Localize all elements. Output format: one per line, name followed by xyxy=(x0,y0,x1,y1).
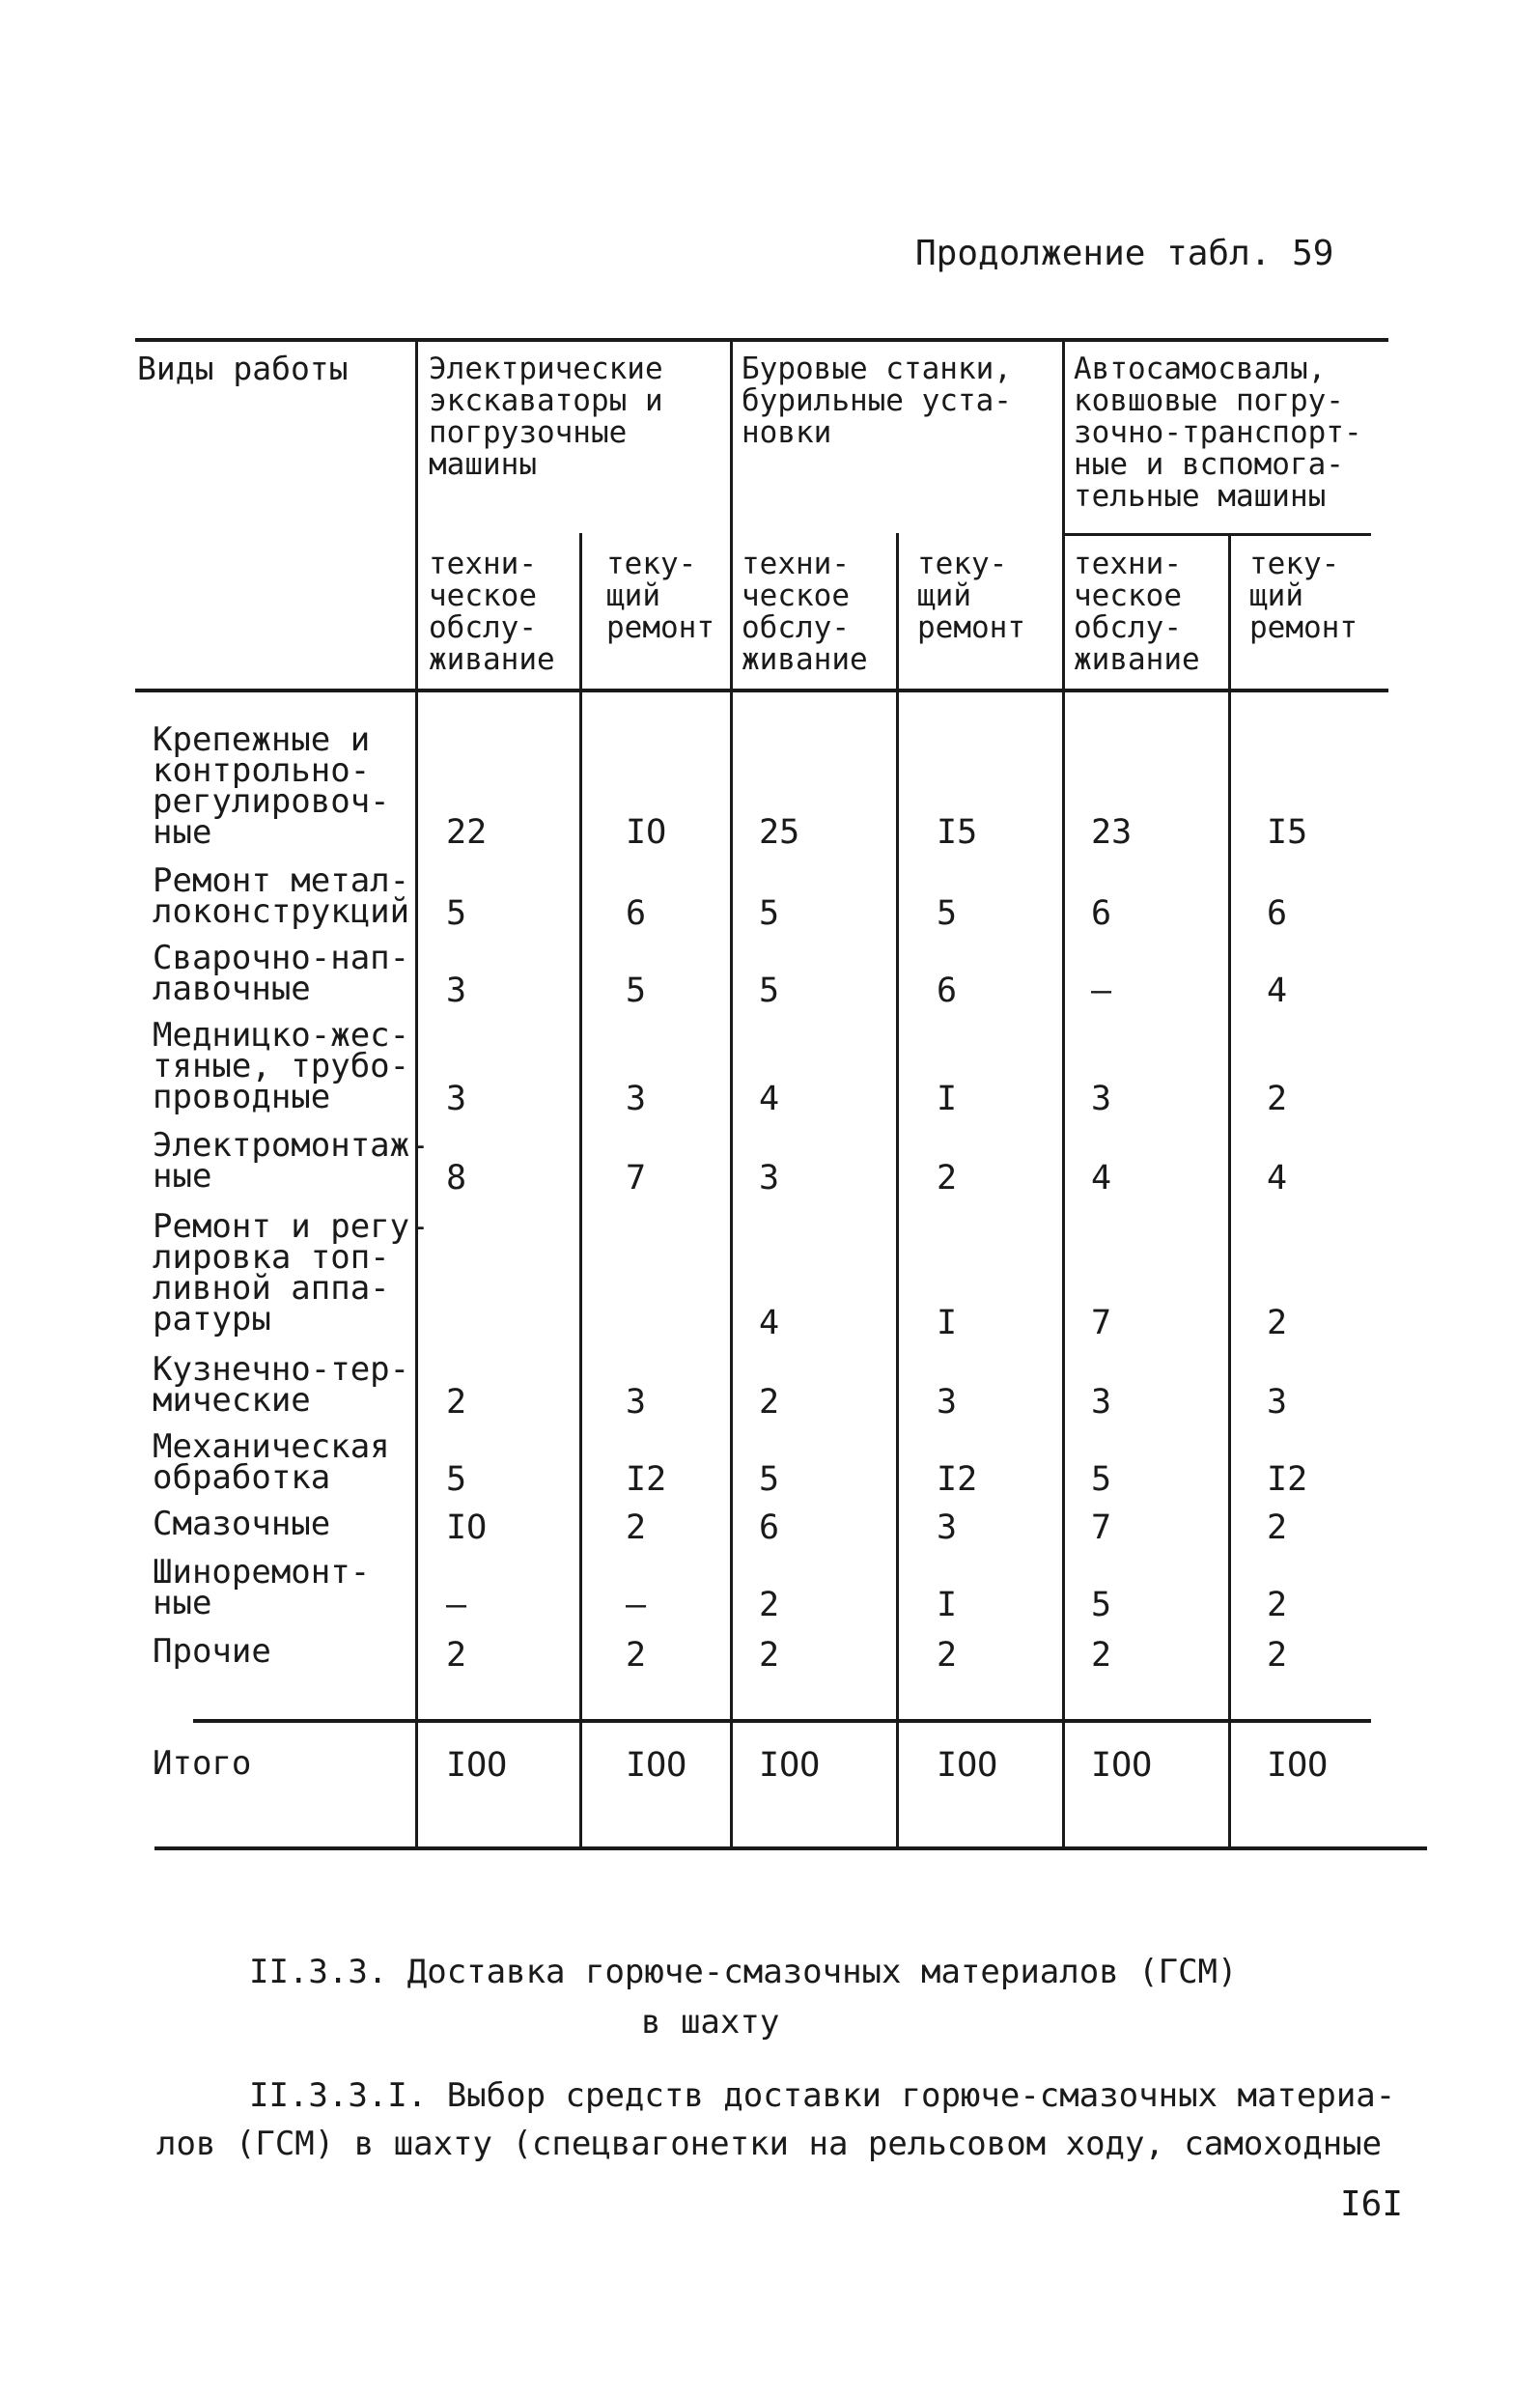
table-cell: I xyxy=(937,1304,958,1342)
table-cell: I5 xyxy=(937,813,978,852)
row-label: Медницко-жес- тяные, трубо- проводные xyxy=(153,1016,410,1116)
table-cell: – xyxy=(1091,972,1112,1010)
table-cell: 2 xyxy=(1267,1304,1288,1342)
table-cell: I5 xyxy=(1267,813,1308,852)
row-label: Прочие xyxy=(153,1632,271,1671)
subheader-repair: теку- щий ремонт xyxy=(606,547,714,645)
table-cell: – xyxy=(626,1586,647,1624)
total-row-label: Итого xyxy=(153,1744,252,1783)
row-label: Ремонт метал- локонструкций xyxy=(153,861,410,931)
section-heading-cont: в шахту xyxy=(641,2003,780,2042)
subheader-maintenance: техни- ческое обслу- живание xyxy=(429,547,555,677)
table-cell: 3 xyxy=(759,1159,780,1198)
table-cell: 8 xyxy=(446,1159,467,1198)
table-cell: I2 xyxy=(626,1460,667,1499)
table-cell: 6 xyxy=(1091,894,1112,933)
total-cell: IOO xyxy=(759,1746,821,1785)
table-cell: 5 xyxy=(1091,1586,1112,1624)
table-cell: 3 xyxy=(1091,1080,1112,1118)
table-cell: 2 xyxy=(759,1383,780,1422)
table-cell: 4 xyxy=(759,1080,780,1118)
table-cell: 7 xyxy=(1091,1508,1112,1547)
table-cell: 2 xyxy=(446,1636,467,1675)
group-header-dump-trucks: Автосамосвалы, ковшовые погру- зочно-транспорт- ные и вспомога- тельные машины xyxy=(1074,352,1362,514)
subheader-maintenance: техни- ческое обслу- живание xyxy=(1074,547,1200,677)
total-cell: IOO xyxy=(446,1746,508,1785)
col-divider xyxy=(730,342,733,1850)
table-cell: 3 xyxy=(937,1383,958,1422)
table-cell: 7 xyxy=(626,1159,647,1198)
row-label: Кузнечно-тер- мические xyxy=(153,1350,410,1420)
row-label: Механическая обработка xyxy=(153,1427,390,1497)
table-cell: 2 xyxy=(626,1636,647,1675)
total-cell: IOO xyxy=(1091,1746,1153,1785)
table-cell: 3 xyxy=(1091,1383,1112,1422)
table-cell: 2 xyxy=(1267,1636,1288,1675)
table-cell: I2 xyxy=(937,1460,978,1499)
table-cell: 2 xyxy=(759,1636,780,1675)
row-label: Шиноремонт- ные xyxy=(153,1553,371,1622)
table-cell: IO xyxy=(446,1508,488,1547)
table-cell: 7 xyxy=(1091,1304,1112,1342)
table-cell: 5 xyxy=(1091,1460,1112,1499)
table-cell: 22 xyxy=(446,813,488,852)
table-cell: 5 xyxy=(759,894,780,933)
table-cell: 6 xyxy=(759,1508,780,1547)
table-cell: – xyxy=(446,1586,467,1624)
group-header-excavators: Электрические экскаваторы и погрузочные машины xyxy=(429,352,663,482)
table-cell: 2 xyxy=(1267,1508,1288,1547)
table-cell: I2 xyxy=(1267,1460,1308,1499)
table-cell: 5 xyxy=(759,972,780,1010)
table-top-rule xyxy=(135,338,1388,342)
paragraph-line: II.3.3.I. Выбор средств доставки горюче-смазочных материа- xyxy=(249,2076,1396,2115)
table-cell: 2 xyxy=(759,1586,780,1624)
subheader-repair: теку- щий ремонт xyxy=(1249,547,1358,645)
table-cell: 4 xyxy=(1267,972,1288,1010)
table-cell: 2 xyxy=(626,1508,647,1547)
table-cell: I xyxy=(937,1586,958,1624)
table-cell: I xyxy=(937,1080,958,1118)
table-cell: 3 xyxy=(446,972,467,1010)
table-cell: 3 xyxy=(446,1080,467,1118)
group-header-drill-rigs: Буровые станки, бурильные уста- новки xyxy=(742,352,1012,450)
subheader-maintenance: техни- ческое обслу- живание xyxy=(742,547,868,677)
group3-divider-rule xyxy=(1062,533,1371,536)
subheader-repair: теку- щий ремонт xyxy=(917,547,1025,645)
table-cell: 5 xyxy=(759,1460,780,1499)
table-cell: IO xyxy=(626,813,667,852)
table-cell: 2 xyxy=(1267,1080,1288,1118)
table-cell: 5 xyxy=(626,972,647,1010)
table-cell: 2 xyxy=(1091,1636,1112,1675)
table-cell: 4 xyxy=(1267,1159,1288,1198)
table-bottom-rule xyxy=(154,1846,1427,1850)
table-cell: 6 xyxy=(937,972,958,1010)
row-label: Сварочно-нап- лавочные xyxy=(153,939,410,1008)
table-cell: 23 xyxy=(1091,813,1133,852)
table-cell: 6 xyxy=(626,894,647,933)
table-cell: 3 xyxy=(626,1080,647,1118)
total-cell: IOO xyxy=(626,1746,687,1785)
col-divider xyxy=(579,533,582,1850)
row-label: Ремонт и регу- лировка топ- ливной аппа- ратуры xyxy=(153,1207,430,1338)
total-cell: IOO xyxy=(937,1746,998,1785)
table-cell: 4 xyxy=(1091,1159,1112,1198)
table-cell: 6 xyxy=(1267,894,1288,933)
row-label: Электромонтаж- ные xyxy=(153,1126,430,1196)
col-divider xyxy=(896,533,899,1850)
table-cell: 2 xyxy=(937,1159,958,1198)
table-cell: 4 xyxy=(759,1304,780,1342)
table-cell: 3 xyxy=(626,1383,647,1422)
page-number: I6I xyxy=(1340,2184,1404,2224)
table-caption: Продолжение табл. 59 xyxy=(915,234,1334,273)
col-divider xyxy=(1062,342,1065,1850)
section-heading: II.3.3. Доставка горюче-смазочных материалов (ГСМ) xyxy=(249,1953,1238,1991)
table-cell: 5 xyxy=(446,894,467,933)
table-cell: 2 xyxy=(937,1636,958,1675)
row-label: Крепежные и контрольно- регулировоч- ные xyxy=(153,720,390,852)
col-divider xyxy=(415,342,418,1850)
row-label: Смазочные xyxy=(153,1505,331,1543)
table-cell: 5 xyxy=(937,894,958,933)
table-cell: 25 xyxy=(759,813,800,852)
table-cell: 5 xyxy=(446,1460,467,1499)
table-cell: 3 xyxy=(1267,1383,1288,1422)
table-cell: 2 xyxy=(446,1383,467,1422)
header-bottom-rule xyxy=(135,689,1388,692)
total-cell: IOO xyxy=(1267,1746,1329,1785)
col-divider xyxy=(1228,533,1231,1850)
table-cell: 2 xyxy=(1267,1586,1288,1624)
total-separator-rule xyxy=(193,1719,1371,1723)
paragraph-line: лов (ГСМ) в шахту (спецвагонетки на рельсовом ходу, самоходные xyxy=(156,2125,1383,2163)
table-cell: 3 xyxy=(937,1508,958,1547)
table-corner-header: Виды работы xyxy=(137,350,349,387)
